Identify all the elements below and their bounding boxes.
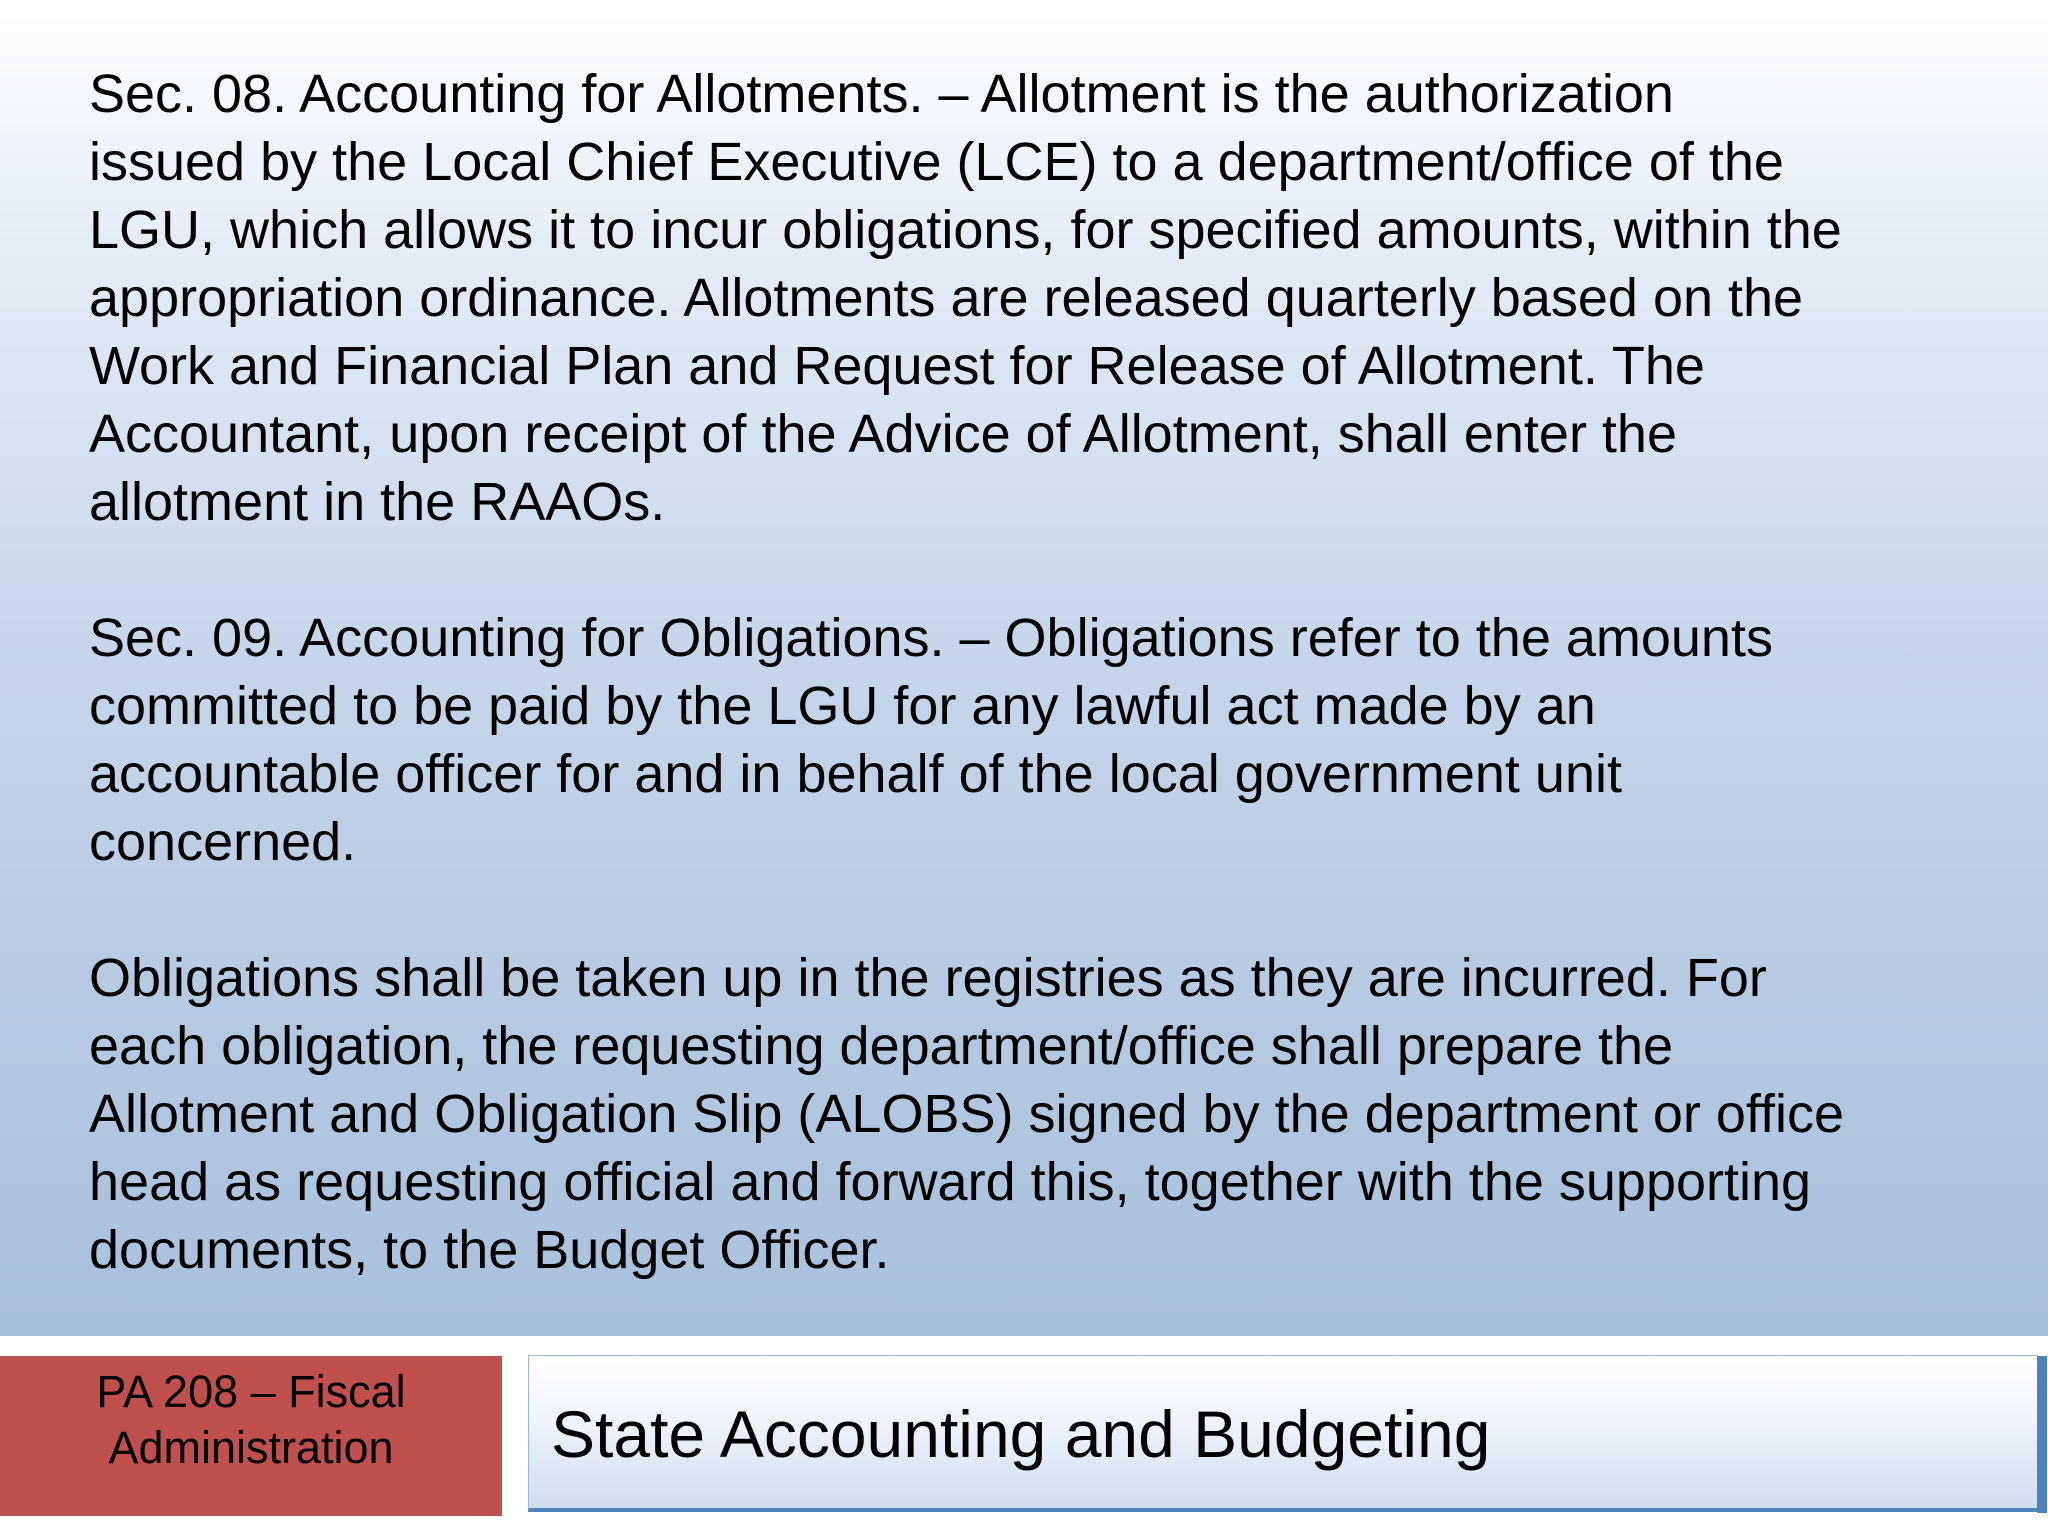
title-accent-bar [2037, 1356, 2047, 1513]
course-code: PA 208 – Fiscal [96, 1366, 406, 1417]
course-name: Administration [108, 1422, 394, 1473]
footer-title-box [528, 1355, 2038, 1512]
paragraph-sec-09: Sec. 09. Accounting for Obligations. – Obligations refer to the amounts committed to be paid by the LGU for any lawful act made by an accountable officer for and in behalf of the local government unit concerned. [89, 608, 1773, 872]
paragraph-sec-08: Sec. 08. Accounting for Allotments. – Allotment is the authorization issued by the Local Chief Executive (LCE) to a department/office of the LGU, which allows it to incur obligations, for specified amounts, within the appropriation ordinance. Allotments are released quarterly based on the Work and Financial Plan and Request for Release of Allotment. The Accountant, upon receipt of the Advice of Allotment, shall enter the allotment in the RAAOs. [89, 64, 1842, 532]
course-label-box [0, 1356, 502, 1516]
paragraph-obligations: Obligations shall be taken up in the registries as they are incurred. For each obligation, the requesting department/office shall prepare the Allotment and Obligation Slip (ALOBS) signed by the department or office head as requesting official and forward this, together with the supporting documents, to the Budget Officer. [89, 948, 1844, 1280]
slide-title: State Accounting and Budgeting [551, 1397, 1491, 1471]
slide-body [89, 60, 1989, 1284]
